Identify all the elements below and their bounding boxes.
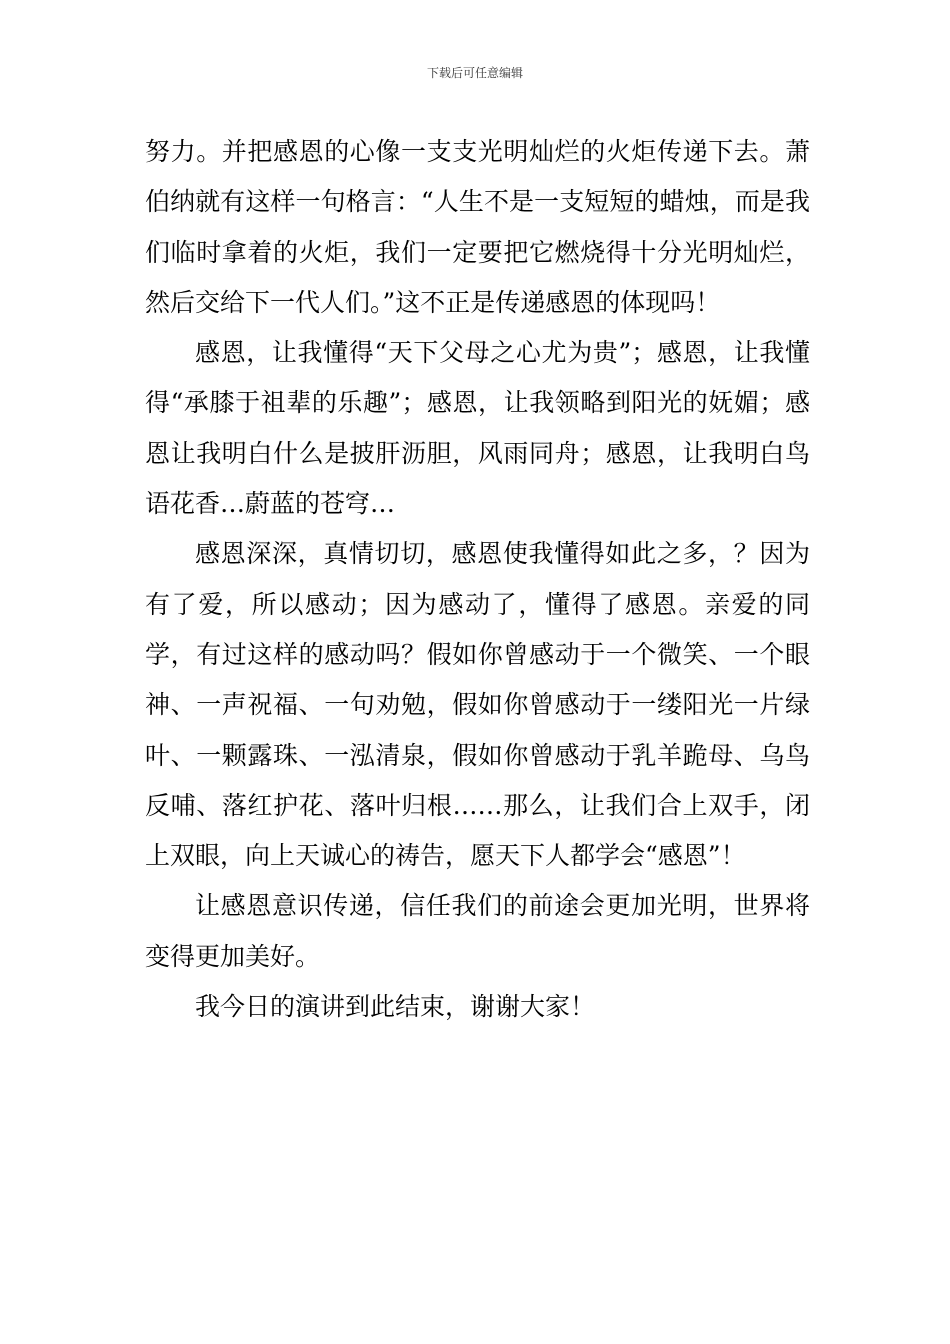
paragraph-2: 感恩，让我懂得“天下父母之心尤为贵”；感恩，让我懂得“承膝于祖辈的乐趣”；感恩，让我领略到阳光的妩媚；感恩让我明白什么是披肝沥胆，风雨同舟；感恩，让我明白鸟语花香…蔚蓝的苍穹… — [145, 338, 810, 519]
paragraph-3: 感恩深深，真情切切，感恩使我懂得如此之多，？因为有了爱，所以感动；因为感动了，懂得了感恩。亲爱的同学，有过这样的感动吗？假如你曾感动于一个微笑、一个眼神、一声祝福、一句劝勉，假如你曾感动于一缕阳光一片绿叶、一颗露珠、一泓清泉，假如你曾感动于乳羊跪母、乌鸟反哺、落红护花、落叶归根……那么，让我们合上双手，闭上双眼，向上天诚心的祷告，愿天下人都学会“感恩”！ — [145, 539, 810, 871]
paragraph-1: 努力。并把感恩的心像一支支光明灿烂的火炬传递下去。萧伯纳就有这样一句格言：“人生不是一支短短的蜡烛，而是我们临时拿着的火炬，我们一定要把它燃烧得十分光明灿烂，然后交给下一代人们。”这不正是传递感恩的体现吗！ — [145, 137, 810, 317]
paragraph-5: 我今日的演讲到此结束，谢谢大家！ — [195, 992, 596, 1022]
document-body — [145, 127, 810, 1032]
paragraph-4: 让感恩意识传递，信任我们的前途会更加光明，世界将变得更加美好。 — [145, 891, 810, 971]
page-header: 下载后可任意编辑 — [426, 66, 523, 80]
